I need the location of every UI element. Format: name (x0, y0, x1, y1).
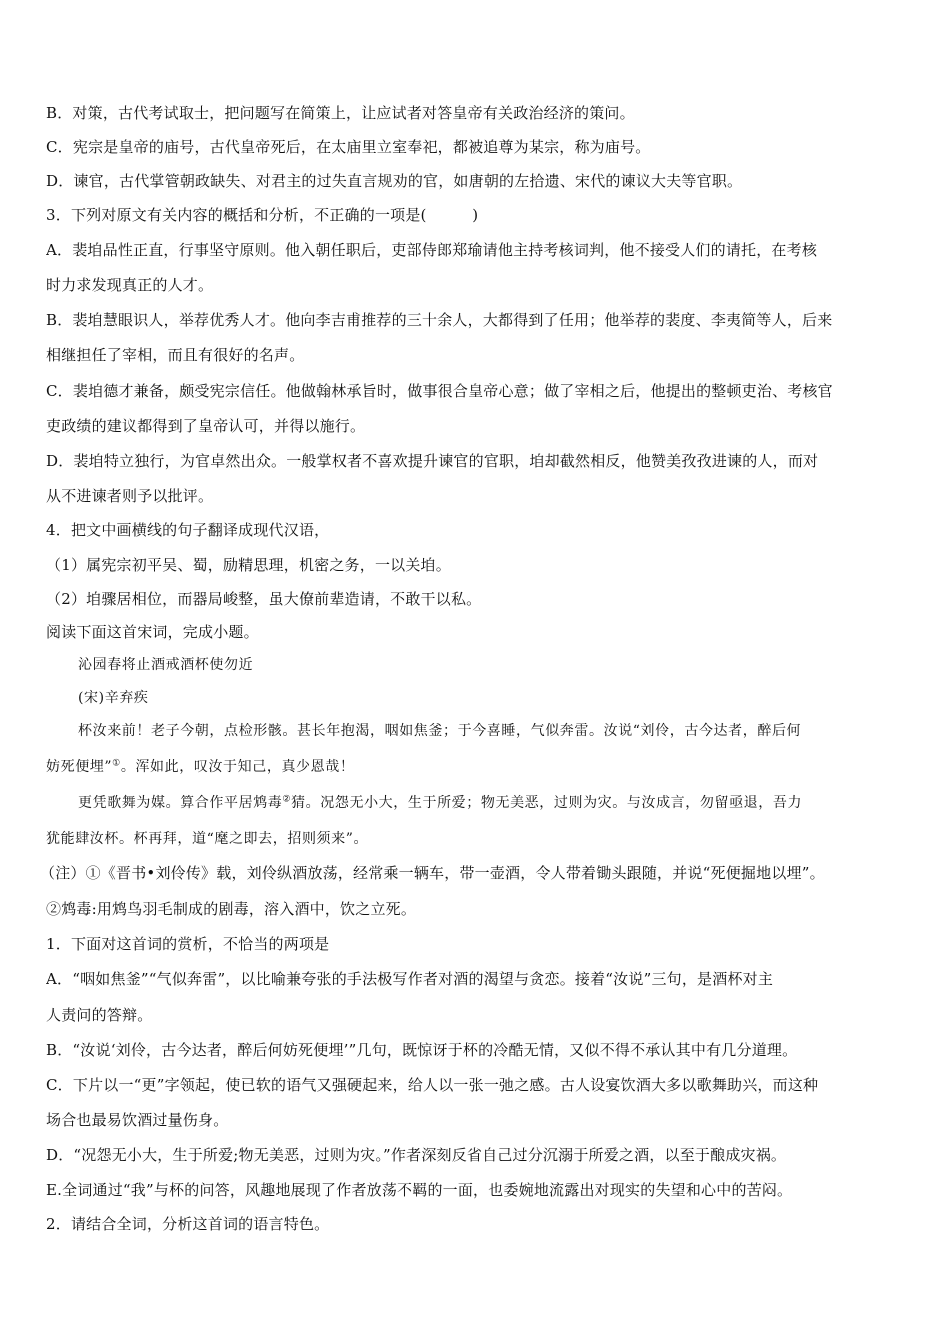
poem-para2-line1-text-a: 更凭歌舞为媒。算合作平居鸩毒 (78, 795, 283, 811)
poem-para1-line2 (46, 757, 916, 777)
q3-option-c-line1: C．裴垍德才兼备，颇受宪宗信任。他做翰林承旨时，做事很合皇帝心意；做了宰相之后，他提出的整顿吏治、考核官 (46, 382, 833, 400)
q3-option-b-line2: 相继担任了宰相，而且有很好的名声。 (46, 346, 305, 364)
poem-para1-line2-text-a: 妨死便埋” (46, 759, 113, 775)
q2-option-c: C．宪宗是皇帝的庙号，古代皇帝死后，在太庙里立室奉祀，都被追尊为某宗，称为庙号。 (46, 138, 651, 156)
q3-option-a-line1: A．裴垍品性正直，行事坚守原则。他入朝任职后，吏部侍郎郑瑜请他主持考核词判，他不接受人们的请托，在考核 (46, 241, 818, 259)
q4-stem: 4．把文中画横线的句子翻译成现代汉语， (46, 521, 330, 539)
q2-option-d: D．谏官，古代掌管朝政缺失、对君主的过失直言规劝的官，如唐朝的左拾遗、宋代的谏议大夫等官职。 (46, 172, 743, 190)
poem-para2-line2: 犹能肆汝杯。杯再拜，道“麾之即去，招则须来”。 (46, 831, 369, 847)
poem-para2-line1-text-b: 猜。况怨无小大，生于所爱；物无美恶，过则为灾。与汝成言，勿留亟退，吾力 (291, 795, 803, 811)
sub1-option-a-line2: 人责问的答辩。 (46, 1006, 153, 1024)
q4-sentence-2: （2）垍骤居相位，而器局峻整，虽大僚前辈造请，不敢干以私。 (46, 590, 482, 608)
sub1-stem: 1．下面对这首词的赏析，不恰当的两项是 (46, 935, 330, 953)
q3-option-b-line1: B．裴垍慧眼识人，举荐优秀人才。他向李吉甫推荐的三十余人，大都得到了任用；他举荐的裴度、李夷简等人，后来 (46, 311, 833, 329)
sub1-option-e: E.全词通过“我”与杯的问答，风趣地展现了作者放荡不羁的一面，也委婉地流露出对现实的失望和心中的苦闷。 (46, 1181, 793, 1199)
sub1-option-a-line1: A．“咽如焦釜”“气似奔雷”，以比喻兼夸张的手法极写作者对酒的渴望与贪恋。接着“汝说”三句，是酒杯对主 (46, 970, 774, 988)
poem-para1-line1: 杯汝来前！老子今朝，点检形骸。甚长年抱渴，咽如焦釜；于今喜睡，气似奔雷。汝说“刘伶，古今达者，醉后何 (78, 723, 802, 739)
reading-intro: 阅读下面这首宋词，完成小题。 (46, 623, 259, 641)
q3-option-d-line1: D．裴垍特立独行，为官卓然出众。一般掌权者不喜欢提升谏官的官职，垍却截然相反，他赞美孜孜进谏的人，而对 (46, 452, 819, 470)
q3-option-d-line2: 从不进谏者则予以批评。 (46, 487, 214, 505)
footnote-1: （注）①《晋书•刘伶传》载，刘伶纵酒放荡，经常乘一辆车，带一壶酒，令人带着锄头跟随，并说“死便掘地以埋”。 (40, 864, 825, 882)
sub1-option-d: D．“况怨无小大，生于所爱;物无美恶，过则为灾。”作者深刻反省自己过分沉溺于所爱之酒，以至于酿成灾祸。 (46, 1146, 787, 1164)
sub2-stem: 2．请结合全词，分析这首词的语言特色。 (46, 1215, 330, 1233)
sub1-option-c-line1: C．下片以一“更”字领起，使已软的语气又强硬起来，给人以一张一弛之感。古人设宴饮酒大多以歌舞助兴，而这种 (46, 1076, 819, 1094)
q4-sentence-1: （1）属宪宗初平吴、蜀，励精思理，机密之务，一以关垍。 (46, 556, 451, 574)
q3-option-c-line2: 吏政绩的建议都得到了皇帝认可，并得以施行。 (46, 417, 366, 435)
poem-title: 沁园春将止酒戒酒杯使勿近 (78, 657, 254, 673)
q2-option-b: B．对策，古代考试取士，把问题写在简策上，让应试者对答皇帝有关政治经济的策问。 (46, 104, 635, 122)
footnote-marker-1: ① (112, 758, 121, 769)
poem-author: (宋)辛弃疾 (78, 690, 149, 706)
poem-para1-line2-text-b: 。浑如此，叹汝于知己，真少恩哉！ (120, 759, 355, 775)
sub1-option-b: B．“汝说‘刘伶，古今达者，醉后何妨死便埋’”几句，既惊讶于杯的冷酷无情，又似不得不承认其中有几分道理。 (46, 1041, 798, 1059)
sub1-option-c-line2: 场合也最易饮酒过量伤身。 (46, 1111, 229, 1129)
q3-stem: 3．下列对原文有关内容的概括和分析，不正确的一项是( ) (46, 206, 479, 224)
poem-para2-line1 (78, 793, 916, 813)
q3-option-a-line2: 时力求发现真正的人才。 (46, 276, 214, 294)
footnote-2: ②鸩毒:用鸩鸟羽毛制成的剧毒，溶入酒中，饮之立死。 (46, 900, 417, 918)
footnote-marker-2: ② (282, 794, 292, 805)
